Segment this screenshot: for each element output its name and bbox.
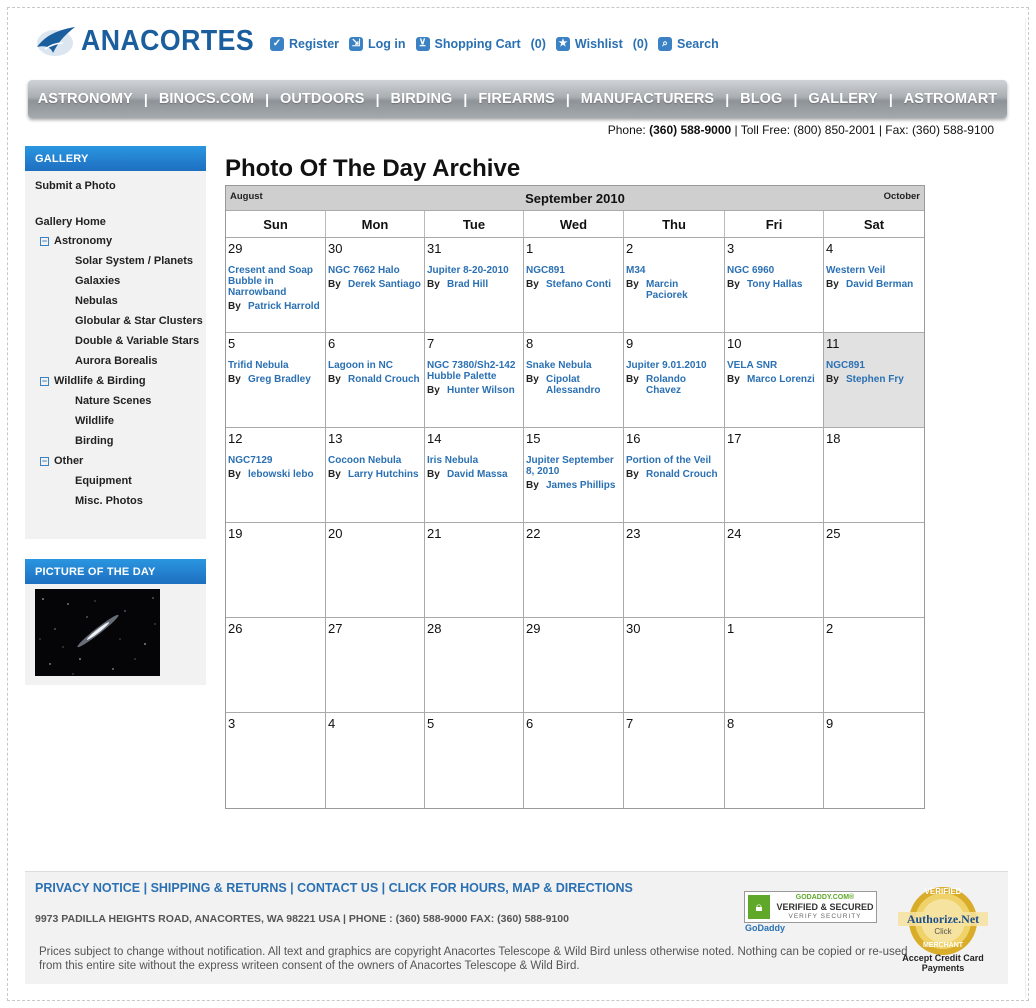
- wishlist-link[interactable]: [556, 37, 623, 51]
- photo-title-link[interactable]: Iris Nebula: [427, 455, 479, 466]
- category-astronomy-label: Astronomy: [54, 235, 113, 247]
- authorize-caption: Accept Credit Card Payments: [902, 953, 984, 973]
- wishlist-count: (0): [632, 37, 649, 51]
- subcategory-equipment[interactable]: Equipment: [75, 475, 132, 487]
- by-label: By: [427, 385, 440, 396]
- subcategory-double-stars[interactable]: Double & Variable Stars: [75, 335, 200, 347]
- seal-name: Authorize.Net: [906, 912, 980, 926]
- by-label: By: [427, 279, 440, 290]
- nav-astronomy[interactable]: ASTRONOMY: [37, 91, 133, 107]
- cart-icon: ⊻: [416, 37, 430, 51]
- photo-title-link[interactable]: Lagoon in NC: [328, 360, 393, 371]
- photo-title-link[interactable]: NGC891: [826, 360, 865, 371]
- register-link[interactable]: [270, 37, 339, 51]
- phone-rest: | Toll Free: (800) 850-2001 | Fax: (360) 588-9100: [731, 123, 994, 137]
- by-label: By: [526, 279, 539, 290]
- photo-credit: [328, 374, 422, 385]
- day-number: 2: [826, 621, 834, 636]
- photographer-link[interactable]: Larry Hutchins: [348, 469, 419, 480]
- footer-separator: |: [286, 881, 298, 895]
- day-number: 29: [526, 621, 541, 636]
- day-number: 1: [526, 241, 534, 256]
- nav-separator: |: [463, 91, 468, 107]
- photographer-link[interactable]: Stefano Conti: [546, 279, 611, 290]
- nav-outdoors[interactable]: OUTDOORS: [279, 91, 365, 107]
- calendar-day: [624, 618, 725, 712]
- godaddy-seal-sub: VERIFY SECURITY: [788, 913, 862, 920]
- photographer-link[interactable]: Derek Santiago: [348, 279, 421, 290]
- by-label: By: [228, 374, 241, 385]
- subcategory-nebulas[interactable]: Nebulas: [75, 295, 118, 307]
- day-number: 8: [526, 336, 534, 351]
- footer-links: [35, 881, 633, 895]
- photo-credit: [526, 374, 621, 396]
- day-number: 2: [626, 241, 634, 256]
- calendar-day: [425, 713, 524, 808]
- day-number: 7: [626, 716, 634, 731]
- photographer-link[interactable]: Greg Bradley: [248, 374, 311, 385]
- top-links: [270, 37, 729, 51]
- subcategory-birding[interactable]: Birding: [75, 435, 114, 447]
- photo-credit: [626, 469, 722, 480]
- day-number: 22: [526, 526, 541, 541]
- by-label: By: [727, 374, 740, 385]
- calendar-day: [425, 428, 524, 522]
- day-number: 10: [727, 336, 742, 351]
- nav-firearms[interactable]: FIREARMS: [478, 91, 555, 107]
- logo-text: ANACORTES: [81, 24, 255, 57]
- calendar-day: [824, 523, 924, 617]
- calendar-week: [226, 523, 924, 618]
- footer-separator: |: [140, 881, 151, 895]
- calendar-day: [226, 238, 326, 332]
- day-number: 24: [727, 526, 742, 541]
- godaddy-seal-main: VERIFIED & SECURED: [776, 902, 874, 912]
- calendar-nav: [226, 186, 924, 211]
- photo-title-link[interactable]: Cresent and Soap Bubble in Narrowband: [228, 265, 314, 298]
- photographer-link[interactable]: David Berman: [846, 279, 914, 290]
- photo-title-link[interactable]: NGC 7380/Sh2-142 Hubble Palette: [427, 360, 516, 382]
- calendar-day: [524, 238, 624, 332]
- photo-credit: [427, 469, 521, 480]
- weekday-tue: Tue: [425, 211, 524, 237]
- day-number: 9: [626, 336, 634, 351]
- photographer-link[interactable]: Cipolat Alessandro: [546, 374, 601, 396]
- photo-credit: [228, 301, 323, 312]
- login-link[interactable]: [349, 37, 406, 51]
- collapse-icon[interactable]: −: [41, 456, 48, 466]
- by-label: By: [626, 374, 639, 385]
- by-label: By: [328, 469, 341, 480]
- photographer-link[interactable]: James Phillips: [546, 480, 616, 491]
- calendar-day: [326, 428, 425, 522]
- photo-credit: [228, 469, 323, 480]
- day-number: 1: [727, 621, 735, 636]
- by-label: By: [727, 279, 740, 290]
- day-number: 7: [427, 336, 435, 351]
- calendar-day: [226, 523, 326, 617]
- calendar-day: [624, 333, 725, 427]
- photographer-link[interactable]: lebowski lebo: [248, 469, 314, 480]
- by-label: By: [826, 374, 839, 385]
- by-label: By: [228, 469, 241, 480]
- day-number: 3: [228, 716, 236, 731]
- photo-title-link[interactable]: NGC891: [526, 265, 565, 276]
- by-label: By: [626, 279, 639, 290]
- footer: [25, 871, 1008, 984]
- calendar-day: [725, 523, 824, 617]
- photo-title-link[interactable]: NGC 7662 Halo: [328, 265, 400, 276]
- gallery-sidebar: [25, 146, 206, 539]
- photo-credit: [328, 279, 422, 290]
- day-number: 30: [626, 621, 641, 636]
- bird-logo-icon: [33, 23, 77, 59]
- photo-credit: [228, 374, 323, 385]
- day-number: 30: [328, 241, 343, 256]
- calendar-day: [226, 618, 326, 712]
- day-number: 5: [427, 716, 435, 731]
- photographer-link[interactable]: Tony Hallas: [747, 279, 803, 290]
- photo-title-link[interactable]: Snake Nebula: [526, 360, 592, 371]
- calendar-day: [725, 713, 824, 808]
- calendar-day: [425, 523, 524, 617]
- calendar-week: [226, 713, 924, 808]
- nav-gallery[interactable]: GALLERY: [808, 91, 878, 107]
- day-number: 23: [626, 526, 641, 541]
- galaxy-image: [35, 589, 160, 676]
- category-other[interactable]: [40, 455, 83, 467]
- day-number: 25: [826, 526, 841, 541]
- photo-credit: [727, 279, 821, 290]
- calendar-day: [624, 523, 725, 617]
- hours-map-link[interactable]: CLICK FOR HOURS, MAP & DIRECTIONS: [388, 881, 633, 895]
- calendar-week: [226, 238, 924, 333]
- nav-astromart[interactable]: ASTROMART: [903, 91, 998, 107]
- footer-separator: |: [378, 881, 389, 895]
- photographer-link[interactable]: Rolando Chavez: [646, 374, 686, 396]
- photo-title-link[interactable]: NGC 6960: [727, 265, 775, 276]
- photo-title-link[interactable]: Western Veil: [826, 265, 886, 276]
- day-number: 28: [427, 621, 442, 636]
- calendar-day: [824, 618, 924, 712]
- category-wildlife-birding[interactable]: [40, 375, 146, 387]
- day-number: 31: [427, 241, 442, 256]
- day-number: 9: [826, 716, 834, 731]
- day-number: 4: [328, 716, 336, 731]
- calendar-day: [326, 618, 425, 712]
- nav-separator: |: [565, 91, 570, 107]
- weekday-sat: Sat: [863, 217, 885, 232]
- nav-separator: |: [265, 91, 269, 107]
- seal-merchant: MERCHANT: [922, 942, 964, 949]
- weekday-sun: Sun: [226, 211, 326, 237]
- calendar-day: [524, 333, 624, 427]
- photo-credit: [826, 279, 922, 290]
- potd-thumbnail[interactable]: [35, 589, 160, 676]
- day-number: 6: [526, 716, 534, 731]
- collapse-icon[interactable]: −: [41, 236, 48, 246]
- wishlist-label: Wishlist: [574, 37, 623, 51]
- calendar-day: [425, 618, 524, 712]
- calendar-week: [226, 618, 924, 713]
- day-number: 27: [328, 621, 343, 636]
- main-nav: [28, 80, 1007, 118]
- nav-blog[interactable]: BLOG: [740, 91, 783, 107]
- search-icon: ⌕: [658, 37, 672, 51]
- calendar-day: [824, 238, 924, 332]
- by-label: By: [526, 374, 539, 385]
- photo-credit: [826, 374, 922, 385]
- seal-verified: VERIFIED: [924, 887, 962, 896]
- day-number: 6: [328, 336, 336, 351]
- gallery-heading: GALLERY: [25, 146, 206, 171]
- nav-separator: |: [375, 91, 380, 107]
- day-number: 14: [427, 431, 442, 446]
- nav-separator: |: [725, 91, 730, 107]
- day-number: 29: [228, 241, 243, 256]
- subcategory-nature[interactable]: Nature Scenes: [75, 395, 152, 407]
- calendar-day: [524, 713, 624, 808]
- calendar-day: [824, 333, 924, 427]
- prev-month-link[interactable]: August: [230, 191, 263, 202]
- by-label: By: [228, 301, 241, 312]
- day-number: 11: [826, 336, 840, 351]
- photo-credit: [427, 385, 521, 396]
- authorize-net-seal[interactable]: [898, 884, 988, 958]
- footer-address: 9973 PADILLA HEIGHTS ROAD, ANACORTES, WA 98221 USA | PHONE : (360) 588-9000 FAX: (360) 588-9100: [35, 913, 569, 925]
- photo-title-link[interactable]: Jupiter 9.01.2010: [626, 360, 707, 371]
- photographer-link[interactable]: Ronald Crouch: [646, 469, 718, 480]
- day-number: 16: [626, 431, 641, 446]
- contact-us-link[interactable]: CONTACT US: [297, 881, 379, 895]
- weekday-fri: Fri: [725, 211, 824, 237]
- calendar-day: [326, 238, 425, 332]
- calendar-day: [425, 238, 524, 332]
- day-number: 13: [328, 431, 343, 446]
- day-number: 26: [228, 621, 243, 636]
- photo-title-link[interactable]: Portion of the Veil: [626, 455, 712, 466]
- calendar-day: [524, 618, 624, 712]
- nav-separator: |: [143, 91, 148, 107]
- photo-title-link[interactable]: Cocoon Nebula: [328, 455, 402, 466]
- calendar-day: [624, 238, 725, 332]
- calendar-day: [725, 428, 824, 522]
- nav-separator: |: [793, 91, 798, 107]
- by-label: By: [328, 374, 341, 385]
- photo-credit: [727, 374, 821, 385]
- calendar-day: [425, 333, 524, 427]
- gallery-home-link[interactable]: Gallery Home: [35, 216, 106, 228]
- photo-title-link[interactable]: VELA SNR: [727, 360, 778, 371]
- godaddy-seal-top: GODADDY.COM®: [795, 894, 855, 901]
- nav-binocs[interactable]: BINOCS.COM: [158, 91, 255, 107]
- day-number: 12: [228, 431, 243, 446]
- nav-separator: |: [888, 91, 893, 107]
- picture-of-the-day-box: [25, 559, 206, 685]
- lock-icon: 🔒︎: [748, 895, 770, 919]
- subcategory-misc[interactable]: Misc. Photos: [75, 495, 143, 507]
- cart-label: Shopping Cart: [434, 37, 521, 51]
- photo-title-link[interactable]: M34: [626, 265, 646, 276]
- day-number: 5: [228, 336, 236, 351]
- calendar-day: [524, 523, 624, 617]
- calendar-day: [226, 713, 326, 808]
- privacy-notice-link[interactable]: PRIVACY NOTICE: [35, 881, 141, 895]
- photo-credit: [427, 279, 521, 290]
- search-label: Search: [677, 37, 719, 51]
- photographer-link[interactable]: Stephen Fry: [846, 374, 904, 385]
- photographer-link[interactable]: Hunter Wilson: [447, 385, 515, 396]
- by-label: By: [328, 279, 341, 290]
- subcategory-solar[interactable]: Solar System / Planets: [75, 255, 193, 267]
- day-number: 3: [727, 241, 735, 256]
- photo-credit: [626, 374, 722, 396]
- nav-birding[interactable]: BIRDING: [390, 91, 453, 107]
- check-icon: ✓: [270, 37, 284, 51]
- calendar-day: [725, 238, 824, 332]
- calendar-weeks: [226, 238, 924, 808]
- by-label: By: [826, 279, 839, 290]
- weekday-header: [226, 211, 924, 238]
- calendar-day: [226, 428, 326, 522]
- current-month: September 2010: [525, 191, 625, 206]
- calendar-day: [624, 713, 725, 808]
- photo-title-link[interactable]: Jupiter September 8, 2010: [526, 455, 614, 477]
- contact-phone-line: [608, 123, 994, 137]
- calendar-day: [824, 428, 924, 522]
- cart-count: (0): [530, 37, 546, 51]
- photo-credit: [328, 469, 422, 480]
- calendar-week: [226, 333, 924, 428]
- subcategory-galaxies[interactable]: Galaxies: [75, 275, 121, 287]
- by-label: By: [526, 480, 539, 491]
- register-label: Register: [289, 37, 340, 51]
- photographer-link[interactable]: David Massa: [447, 469, 508, 480]
- subcategory-globular[interactable]: Globular & Star Clusters: [75, 315, 203, 327]
- photographer-link[interactable]: Ronald Crouch: [348, 374, 420, 385]
- calendar-day: [326, 333, 425, 427]
- photo-title-link[interactable]: Jupiter 8-20-2010: [427, 265, 509, 276]
- photo-credit: [526, 279, 621, 290]
- category-astronomy[interactable]: [40, 235, 112, 247]
- calendar-day: [725, 333, 824, 427]
- day-number: 8: [727, 716, 735, 731]
- by-label: By: [626, 469, 639, 480]
- login-label: Log in: [368, 37, 406, 51]
- calendar-day: [824, 713, 924, 808]
- godaddy-seal[interactable]: [744, 891, 877, 923]
- collapse-icon[interactable]: −: [41, 376, 48, 386]
- calendar-day: [226, 333, 326, 427]
- day-number: 21: [427, 526, 442, 541]
- shopping-cart-link[interactable]: [416, 37, 521, 51]
- photographer-link[interactable]: Marco Lorenzi: [747, 374, 815, 385]
- weekday-thu: Thu: [624, 211, 725, 237]
- photographer-link[interactable]: Patrick Harrold: [248, 301, 320, 312]
- calendar-day: [326, 523, 425, 617]
- photo-credit: [526, 480, 621, 491]
- copyright-notice: Prices subject to change without notification. All text and graphics are copyright Anacortes Telescope & Wild Bird unless otherwise noted. Nothing can be copied or re-used from this entire site without the express writeen consent of the owners of Anacortes Telescope & Wild Bird.: [39, 946, 908, 972]
- calendar-day: [624, 428, 725, 522]
- weekday-wed: Wed: [524, 211, 624, 237]
- potd-heading: PICTURE OF THE DAY: [25, 559, 206, 584]
- search-link[interactable]: [658, 37, 719, 51]
- day-number: 15: [526, 431, 541, 446]
- category-other-label: Other: [54, 455, 84, 467]
- phone-number: (360) 588-9000: [649, 123, 732, 137]
- godaddy-link[interactable]: GoDaddy: [745, 923, 786, 933]
- site-logo[interactable]: [33, 23, 269, 59]
- photo-credit: [626, 279, 722, 301]
- subcategory-wildlife[interactable]: Wildlife: [75, 415, 115, 427]
- photo-title-link[interactable]: Trifid Nebula: [228, 360, 289, 371]
- phone-label: Phone:: [607, 123, 650, 137]
- day-number: 4: [826, 241, 834, 256]
- photo-title-link[interactable]: NGC7129: [228, 455, 273, 466]
- subcategory-aurora[interactable]: Aurora Borealis: [75, 355, 158, 367]
- nav-manufacturers[interactable]: MANUFACTURERS: [580, 91, 715, 107]
- next-month-link[interactable]: October: [883, 191, 920, 202]
- page-title: Photo Of The Day Archive: [225, 155, 521, 182]
- day-number: 20: [328, 526, 343, 541]
- day-number: 17: [727, 431, 742, 446]
- category-wildlife-birding-label: Wildlife & Birding: [54, 375, 146, 387]
- photographer-link[interactable]: Marcin Paciorek: [646, 279, 688, 301]
- calendar-week: [226, 428, 924, 523]
- day-number: 18: [826, 431, 841, 446]
- day-number: 19: [228, 526, 243, 541]
- calendar-day: [326, 713, 425, 808]
- login-icon: ⇲: [349, 37, 363, 51]
- submit-photo-link[interactable]: Submit a Photo: [35, 180, 116, 192]
- shipping-returns-link[interactable]: SHIPPING & RETURNS: [150, 881, 287, 895]
- calendar-day: [524, 428, 624, 522]
- calendar-day: [725, 618, 824, 712]
- calendar: [225, 185, 925, 809]
- weekday-mon: Mon: [326, 211, 425, 237]
- by-label: By: [427, 469, 440, 480]
- seal-click: Click: [934, 927, 952, 936]
- photographer-link[interactable]: Brad Hill: [447, 279, 489, 290]
- star-icon: ★: [556, 37, 570, 51]
